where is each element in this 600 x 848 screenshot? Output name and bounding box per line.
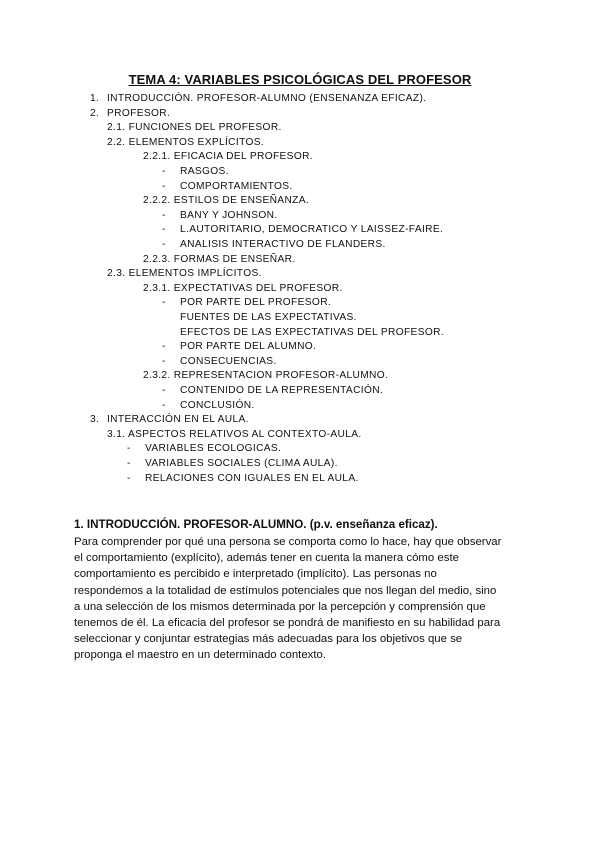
paragraph-line: el comportamiento (explícito), además tener en cuenta la manera cómo este (74, 552, 459, 565)
toc-item: 3.1. ASPECTOS RELATIVOS AL CONTEXTO-AULA. (107, 428, 362, 440)
toc-item: - CONSECUENCIAS. (162, 355, 277, 367)
toc-item: 2.3.1. EXPECTATIVAS DEL PROFESOR. (143, 282, 343, 294)
toc-item: - BANY Y JOHNSON. (162, 209, 278, 221)
section-heading: 1. INTRODUCCIÓN. PROFESOR-ALUMNO. (p.v. enseñanza eficaz). (74, 518, 438, 531)
toc-item: - VARIABLES ECOLOGICAS. (127, 443, 282, 455)
section-paragraph (74, 534, 534, 664)
toc-item: 2.2. ELEMENTOS EXPLÍCITOS. (107, 136, 265, 148)
toc-item: - ANALISIS INTERACTIVO DE FLANDERS. (162, 239, 386, 250)
paragraph-line: seleccionar y conjuntar estrategias más adecuadas para los objetivos que se (74, 633, 463, 646)
toc-item: 1. INTRODUCCIÓN. PROFESOR-ALUMNO (ENSENANZA EFICAZ). (90, 93, 427, 104)
toc-item: 2.3.2. REPRESENTACION PROFESOR-ALUMNO. (143, 370, 389, 382)
page-title: TEMA 4: VARIABLES PSICOLÓGICAS DEL PROFESOR (128, 72, 472, 87)
toc-item: - POR PARTE DEL PROFESOR. (162, 297, 332, 309)
toc-item: 2.2.1. EFICACIA DEL PROFESOR. (143, 151, 313, 163)
toc-item: 2. PROFESOR. (90, 107, 171, 119)
toc-item: - VARIABLES SOCIALES (CLIMA AULA). (127, 458, 338, 469)
toc-item: - CONCLUSIÓN. (162, 399, 255, 411)
toc-item: - COMPORTAMIENTOS. (162, 180, 293, 192)
toc-item: - RELACIONES CON IGUALES EN EL AULA. (127, 472, 359, 484)
toc-item: EFECTOS DE LAS EXPECTATIVAS DEL PROFESOR. (180, 326, 444, 338)
toc-item: 2.3. ELEMENTOS IMPLÍCITOS. (107, 268, 262, 280)
paragraph-line: tenemos de él. La eficacia del profesor se pondrá de manifiesto en su habilidad para (74, 617, 501, 630)
toc-item: - CONTENIDO DE LA REPRESENTACIÓN. (162, 385, 384, 396)
paragraph-line: Para comprender por qué una persona se comporta como lo hace, hay que observar (74, 536, 502, 548)
paragraph-line: proponga el maestro en un determinado contexto. (74, 649, 327, 662)
toc-item: FUENTES DE LAS EXPECTATIVAS. (180, 312, 357, 323)
paragraph-line: comportamiento es percibido e interpretado (implícito). Las personas no (74, 568, 437, 581)
toc-item: - POR PARTE DEL ALUMNO. (162, 341, 317, 353)
paragraph-line: respondemos a la totalidad de estímulos potenciales que nos llegan del medio, sino (74, 584, 497, 597)
toc-item: - RASGOS. (162, 166, 229, 177)
toc-item: 2.1. FUNCIONES DEL PROFESOR. (107, 122, 282, 134)
toc-item: - L.AUTORITARIO, DEMOCRATICO Y LAISSEZ-FAIRE. (162, 224, 444, 236)
toc-item: 2.2.3. FORMAS DE ENSEÑAR. (143, 253, 296, 265)
toc-item: 2.2.2. ESTILOS DE ENSEÑANZA. (143, 195, 310, 207)
paragraph-line: a una selección de los mismos determinada por la percepción y comprensión que (74, 600, 486, 613)
toc-item: 3. INTERACCIÓN EN EL AULA. (90, 414, 249, 426)
